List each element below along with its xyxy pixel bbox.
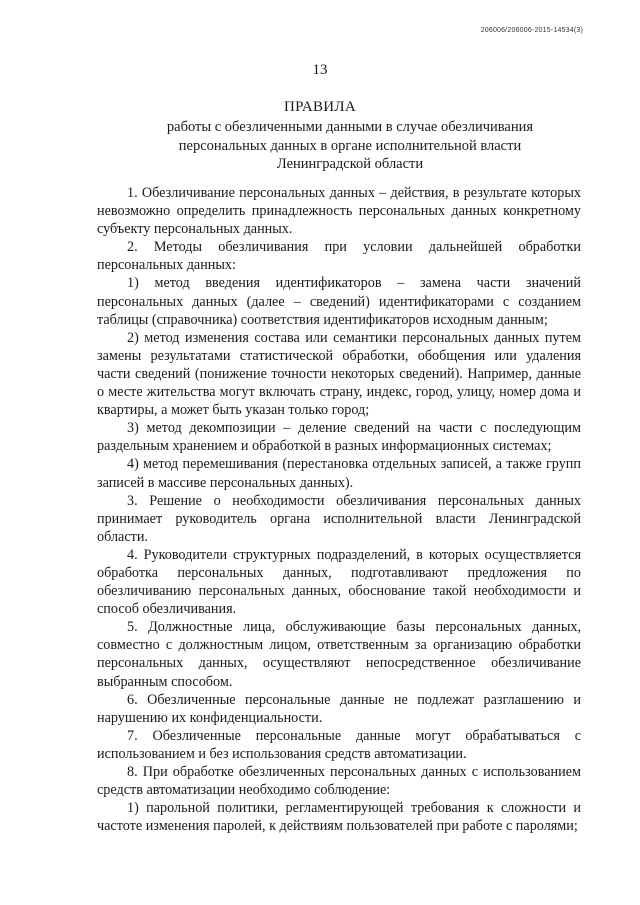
paragraph-3: 3. Решение о необходимости обезличивания персональных данных принимает руководитель органа исполнительной власти Ленинградской области. [97,492,581,545]
paragraph-7: 7. Обезличенные персональные данные могут обрабатываться с использованием и без использования средств автоматизации. [97,727,581,762]
document-id: 206006/206006-2015-14534(3) [480,27,583,34]
paragraph-2-4: 4) метод перемешивания (перестановка отдельных записей, а также групп записей в массиве персональных данных). [97,456,581,491]
paragraph-1: 1. Обезличивание персональных данных – действия, в результате которых невозможно определить принадлежность персональных данных конкретному субъекту персональных данных. [97,185,581,238]
paragraph-2-2: 2) метод изменения состава или семантики персональных данных путем замены результатами статистической обработки, обобщения или удаления части сведений (понижение точности некоторых сведений). Например, данные о месте жительства могут включать страну, индекс, город, улицу, номер дома и квартиры, а может быть указан только город; [97,329,581,419]
paragraph-5: 5. Должностные лица, обслуживающие базы персональных данных, совместно с должностным лицом, ответственным за организацию обработки персональных данных, осуществляют непосредственное обезличивание выбранным способом. [97,619,581,690]
paragraph-8-1: 1) парольной политики, регламентирующей требования к сложности и частоте изменения паролей, к действиям пользователей при работе с паролями; [97,800,581,835]
paragraph-4: 4. Руководители структурных подразделений, в которых осуществляется обработка персональных данных, подготавливают предложения по обезличиванию персональных данных, обоснование такой необходимости и способ обезличивания. [97,546,581,618]
paragraph-8: 8. При обработке обезличенных персональных данных с использованием средств автоматизации необходимо соблюдение: [97,764,581,799]
document-subtitle [150,118,550,174]
document-body [97,184,581,835]
subtitle-line: работы с обезличенными данными в случае обезличивания [166,119,534,135]
subtitle-line: персональных данных в органе исполнительной власти [178,137,522,154]
paragraph-2-1: 1) метод введения идентификаторов – замена части значений персональных данных (далее – сведений) идентификаторами с созданием таблицы (справочника) соответствия идентификаторов исходным данным; [97,275,581,328]
paragraph-6: 6. Обезличенные персональные данные не подлежат разглашению и нарушению их конфиденциальности. [97,691,581,726]
paragraph-2-3: 3) метод декомпозиции – деление сведений на части с последующим раздельным хранением и обработкой в разных информационных системах; [97,420,581,455]
page-number: 13 [312,62,328,78]
subtitle-line: Ленинградской области [276,156,424,172]
paragraph-2: 2. Методы обезличивания при условии дальнейшей обработки персональных данных: [97,239,581,274]
document-title: ПРАВИЛА [283,99,357,115]
